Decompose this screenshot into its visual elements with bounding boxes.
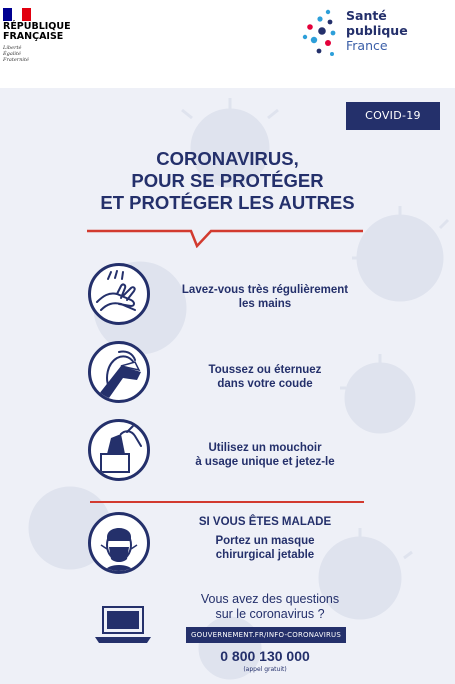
sick-line: chirurgical jetable xyxy=(215,549,315,561)
questions-text xyxy=(170,592,370,622)
sick-text xyxy=(160,534,370,562)
gesture-line: Lavez-vous très régulièrement xyxy=(181,284,349,296)
phone-note: (appel gratuit) xyxy=(243,666,287,673)
sante-publique-france-name xyxy=(346,8,408,53)
gesture-text xyxy=(160,363,370,391)
motto-line: Égalité xyxy=(3,51,21,57)
sick-line: Portez un masque xyxy=(215,535,315,547)
mask-face-icon xyxy=(88,512,150,574)
phone-number[interactable]: 0 800 130 000 xyxy=(220,648,310,664)
title-line: CORONAVIRUS, xyxy=(156,148,299,169)
gesture-text xyxy=(160,441,370,469)
gesture-line: dans votre coude xyxy=(217,378,313,390)
republique-francaise-flag-icon xyxy=(3,8,31,21)
gesture-line: Toussez ou éternuez xyxy=(208,364,322,376)
question-line: sur le coronavirus ? xyxy=(215,607,325,621)
spf-line: Santé xyxy=(346,8,387,23)
republique-francaise-name xyxy=(3,22,71,42)
speech-bubble-underline-icon xyxy=(85,224,365,248)
republique-motto xyxy=(3,45,29,63)
motto-line: Liberté xyxy=(3,45,22,51)
question-line: Vous avez des questions xyxy=(200,592,340,606)
poster xyxy=(0,88,455,684)
gesture-line: les mains xyxy=(238,298,292,310)
title-line: ET PROTÉGER LES AUTRES xyxy=(100,192,355,213)
title-line: POUR SE PROTÉGER xyxy=(131,170,324,191)
spf-line: publique xyxy=(346,23,408,38)
cough-elbow-icon xyxy=(88,341,150,403)
header xyxy=(0,0,455,88)
gesture-line: à usage unique et jetez-le xyxy=(195,456,335,468)
gesture-line: Utilisez un mouchoir xyxy=(208,442,322,454)
covid-19-badge: COVID-19 xyxy=(346,102,440,130)
poster-title xyxy=(40,148,415,214)
tissue-box-icon xyxy=(88,419,150,481)
info-url-link[interactable]: GOUVERNEMENT.FR/INFO-CORONAVIRUS xyxy=(186,627,346,643)
gesture-text xyxy=(160,283,370,311)
laptop-icon xyxy=(93,605,153,645)
sante-publique-france-logo-icon xyxy=(300,7,338,63)
hand-washing-icon xyxy=(88,263,150,325)
republique-name-line: FRANÇAISE xyxy=(3,31,64,42)
section-divider xyxy=(90,501,364,503)
spf-line: France xyxy=(346,38,388,53)
sick-heading: SI VOUS ÊTES MALADE xyxy=(198,516,332,528)
republique-name-line: RÉPUBLIQUE xyxy=(3,21,71,32)
motto-line: Fraternité xyxy=(3,57,29,63)
